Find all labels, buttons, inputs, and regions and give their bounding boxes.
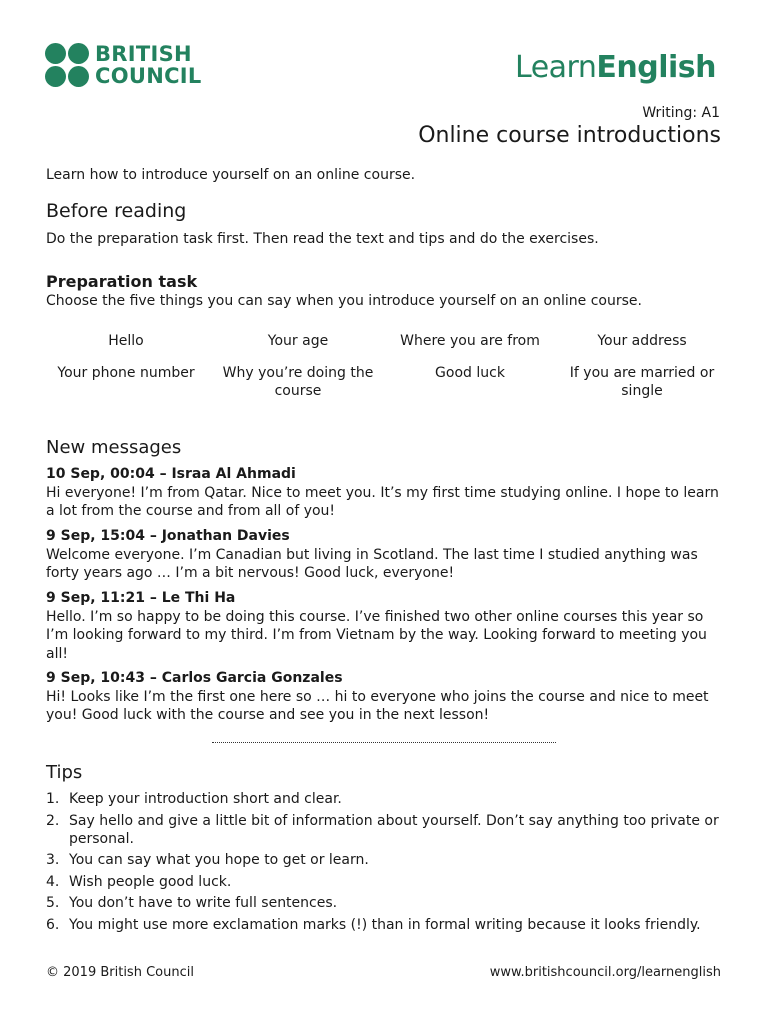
tip-text: Keep your introduction short and clear. xyxy=(69,791,342,807)
dotted-separator xyxy=(212,742,556,743)
message-header: 9 Sep, 15:04 – Jonathan Davies xyxy=(46,528,290,544)
tips-list xyxy=(46,790,726,937)
footer-url-link[interactable]: www.britishcouncil.org/learnenglish xyxy=(489,965,721,980)
tip-number: 2. xyxy=(46,812,60,829)
tip-text: Wish people good luck. xyxy=(69,873,232,890)
level-label: Writing: A1 xyxy=(642,105,720,121)
option-item: Your age xyxy=(267,333,329,349)
tip-item xyxy=(46,873,726,891)
message-item xyxy=(46,465,726,521)
tip-number: 1. xyxy=(46,791,60,807)
message-header: 9 Sep, 10:43 – Carlos Garcia Gonzales xyxy=(46,670,343,686)
message-item xyxy=(46,669,726,725)
before-reading-text: Do the preparation task first. Then read the text and tips and do the exercises. xyxy=(46,231,599,247)
message-item xyxy=(46,589,726,663)
message-body: Hi everyone! I’m from Qatar. Nice to meet you. It’s my first time studying online. I hope to learn a lot from the course and from all of you! xyxy=(46,484,719,519)
intro-text: Learn how to introduce yourself on an online course. xyxy=(46,167,416,183)
message-body: Welcome everyone. I’m Canadian but living in Scotland. The last time I studied anything was forty years ago … I’m a bit nervous! Good luck, everyone! xyxy=(46,546,698,581)
brand-part2: English xyxy=(596,50,716,85)
message-body: Hi! Looks like I’m the first one here so … hi to everyone who joins the course and nice to meet you! Good luck with the course and see you in the next lesson! xyxy=(46,688,709,723)
tip-item xyxy=(46,894,726,912)
british-council-dots-icon xyxy=(45,43,89,87)
message-header: 10 Sep, 00:04 – Israa Al Ahmadi xyxy=(46,466,296,482)
option-item: Good luck xyxy=(435,365,505,381)
option-item: Your phone number xyxy=(57,365,195,381)
tip-item xyxy=(46,916,726,934)
tip-number: 3. xyxy=(46,852,60,868)
preparation-options-grid xyxy=(40,332,728,400)
tip-item xyxy=(46,851,726,869)
tip-text: Say hello and give a little bit of information about yourself. Don’t say anything too private or personal. xyxy=(69,812,719,847)
footer-copyright: © 2019 British Council xyxy=(46,965,194,980)
message-item xyxy=(46,527,726,583)
tip-item xyxy=(46,812,726,848)
org-logo-line1: BRITISH xyxy=(95,42,192,66)
option-item: If you are married or single xyxy=(569,365,715,399)
page-title: Online course introductions xyxy=(418,123,721,148)
option-item: Your address xyxy=(597,333,687,349)
british-council-logo xyxy=(45,43,202,87)
learnenglish-logo xyxy=(515,50,716,85)
tip-number: 4. xyxy=(46,873,60,890)
brand-part1: Learn xyxy=(515,50,597,85)
before-reading-heading: Before reading xyxy=(46,200,187,222)
tips-heading: Tips xyxy=(46,762,83,783)
message-body: Hello. I’m so happy to be doing this course. I’ve finished two other online courses this year so I’m looking forward to my third. I’m from Vietnam by the way. Looking forward to meeting you all! xyxy=(46,608,707,662)
tip-text: You don’t have to write full sentences. xyxy=(69,895,338,911)
tip-text: You can say what you hope to get or learn. xyxy=(69,852,369,868)
preparation-heading: Preparation task xyxy=(46,272,198,291)
tip-number: 5. xyxy=(46,895,60,911)
messages-heading: New messages xyxy=(46,437,182,458)
option-item: Why you’re doing the course xyxy=(222,365,374,399)
option-item: Where you are from xyxy=(400,333,540,349)
preparation-instruction: Choose the five things you can say when you introduce yourself on an online course. xyxy=(46,293,642,309)
tip-text: You might use more exclamation marks (!) than in formal writing because it looks friendly. xyxy=(69,916,701,933)
org-logo-line2: COUNCIL xyxy=(95,64,202,88)
option-item: Hello xyxy=(108,333,144,349)
tip-item xyxy=(46,790,726,808)
tip-number: 6. xyxy=(46,916,60,933)
message-header: 9 Sep, 11:21 – Le Thi Ha xyxy=(46,590,236,606)
